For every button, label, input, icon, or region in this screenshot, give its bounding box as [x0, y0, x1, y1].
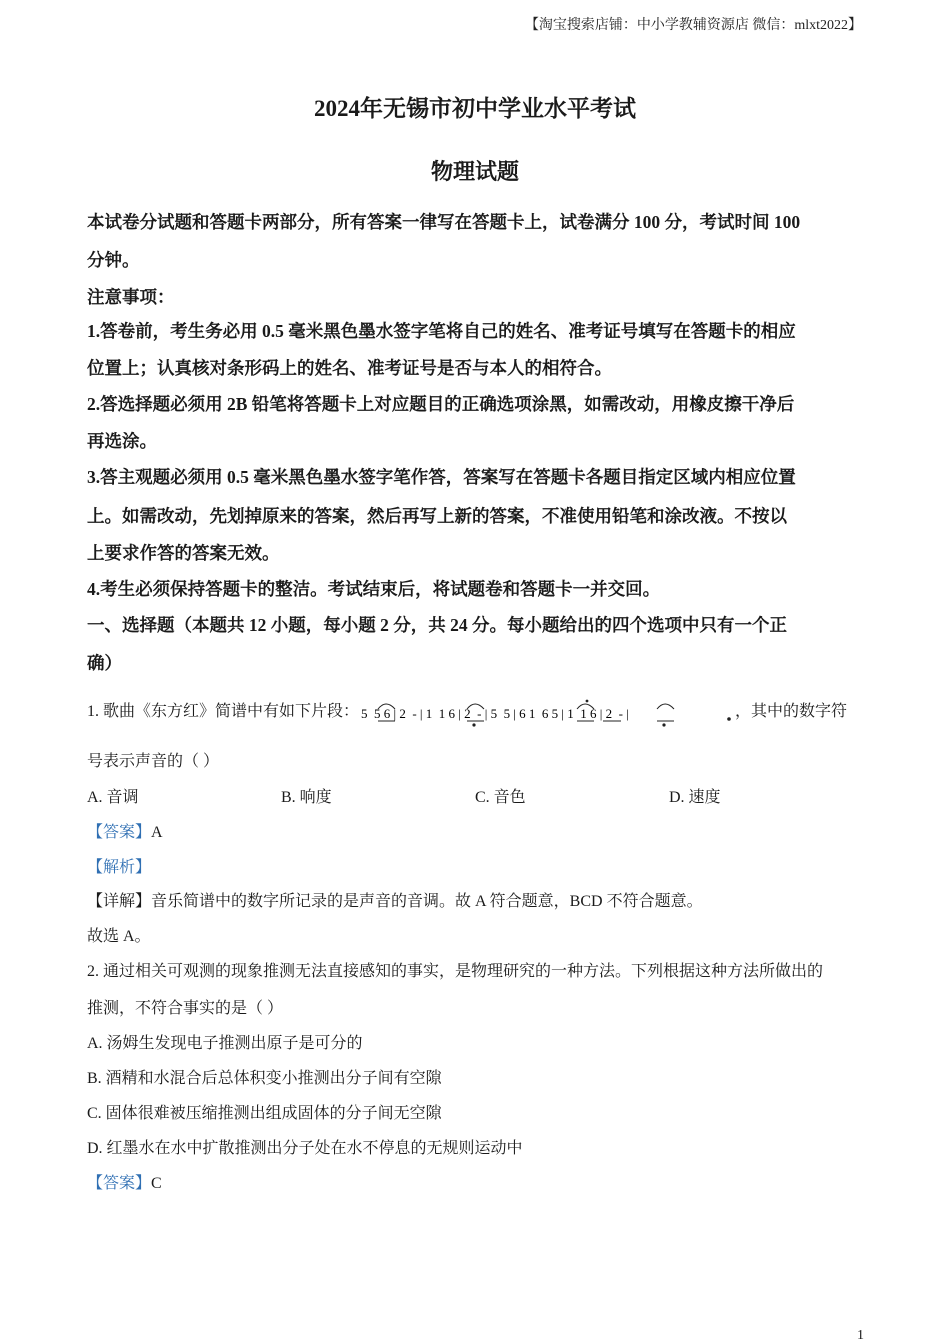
- answer-label: 【答案】: [87, 1175, 152, 1192]
- question-2-option-d: D. 红墨水在水中扩散推测出分子处在水不停息的无规则运动中: [87, 1140, 523, 1157]
- header-note: 【淘宝搜索店铺：中小学教辅资源店 微信：mlxt2022】: [524, 18, 862, 33]
- exam-subtitle: 物理试题: [430, 159, 519, 184]
- question-2-option-c: C. 固体很难被压缩推测出组成固体的分子间无空隙: [87, 1105, 442, 1122]
- exam-title: 2024年无锡市初中学业水平考试: [314, 96, 636, 121]
- notice-item-1-line-2: 位置上；认真核对条形码上的姓名、准考证号是否与本人的相符合。: [87, 358, 612, 378]
- question-1-stem-line-2: 号表示声音的（ ）: [87, 753, 220, 770]
- dot-mark: [586, 700, 589, 703]
- notice-item-2-line-1: 2.答选择题必须用 2B 铅笔将答题卡上对应题目的正确选项涂黑，如需改动，用橡皮擦干净后: [87, 394, 795, 414]
- notice-item-4: 4.考生必须保持答题卡的整洁。考试结束后，将试题卷和答题卡一并交回。: [87, 579, 661, 599]
- question-1-stem-start: 1. 歌曲《东方红》简谱中有如下片段：: [87, 703, 360, 720]
- question-1-choose: 故选 A。: [87, 928, 151, 945]
- section-1-heading-line-1: 一、选择题（本题共 12 小题，每小题 2 分，共 24 分。每小题给出的四个选项中只有一个正: [87, 615, 787, 635]
- question-1-option-c: C. 音色: [475, 789, 526, 806]
- notice-item-1-line-1: 1.答卷前，考生务必用 0.5 毫米黑色墨水签字笔将自己的姓名、准考证号填写在答题卡的相应: [87, 321, 796, 341]
- answer-value: C: [151, 1175, 162, 1192]
- dot-mark: [727, 718, 731, 722]
- notice-heading: 注意事项：: [87, 287, 175, 307]
- notice-item-3-line-1: 3.答主观题必须用 0.5 毫米黑色墨水签字笔作答，答案写在答题卡各题目指定区域内相应位置: [87, 467, 796, 487]
- section-1-heading-line-2: 确）: [87, 653, 122, 673]
- notice-item-3-line-2: 上。如需改动，先划掉原来的答案，然后再写上新的答案，不准使用铅笔和涂改液。不按以: [87, 506, 787, 526]
- question-1-option-b: B. 响度: [281, 789, 332, 806]
- question-1-analysis-label: 【解析】: [87, 859, 152, 876]
- notice-item-2-line-2: 再选涂。: [87, 431, 157, 451]
- answer-value: A: [151, 824, 163, 841]
- question-1-option-d: D. 速度: [669, 789, 721, 806]
- question-2-option-a: A. 汤姆生发现电子推测出原子是可分的: [87, 1035, 363, 1052]
- music-notation: [361, 697, 733, 727]
- answer-label: 【答案】: [87, 824, 152, 841]
- intro-line-1: 本试卷分试题和答题卡两部分，所有答案一律写在答题卡上，试卷满分 100 分，考试时间 100: [87, 212, 801, 232]
- dot-mark: [662, 724, 665, 727]
- page-number: 1: [857, 1328, 864, 1343]
- notation-text: 5 5 6 | 2 - | 1 1 6 | 2 - | 5 5 | 6 1 6 5 | 1 1 6 | 2 - |: [361, 706, 629, 722]
- notation-marks: [361, 697, 733, 727]
- question-2-answer: [87, 1170, 867, 1193]
- question-1-stem: [87, 692, 867, 732]
- dot-mark: [472, 724, 475, 727]
- question-2-option-b: B. 酒精和水混合后总体积变小推测出分子间有空隙: [87, 1070, 442, 1087]
- intro-line-2: 分钟。: [87, 250, 140, 270]
- question-1-answer: [87, 819, 867, 842]
- question-1-detail: 【详解】音乐简谱中的数字所记录的是声音的音调。故 A 符合题意，BCD 不符合题意。: [87, 893, 703, 910]
- question-2-stem-line-2: 推测，不符合事实的是（ ）: [87, 1000, 284, 1017]
- question-2-stem-line-1: 2. 通过相关可观测的现象推测无法直接感知的事实，是物理研究的一种方法。下列根据这种方法所做出的: [87, 963, 824, 980]
- slur-mark: [657, 704, 674, 709]
- notice-item-3-line-3: 上要求作答的答案无效。: [87, 543, 280, 563]
- question-1-option-a: A. 音调: [87, 789, 139, 806]
- question-1-stem-end: ，其中的数字符: [735, 703, 848, 720]
